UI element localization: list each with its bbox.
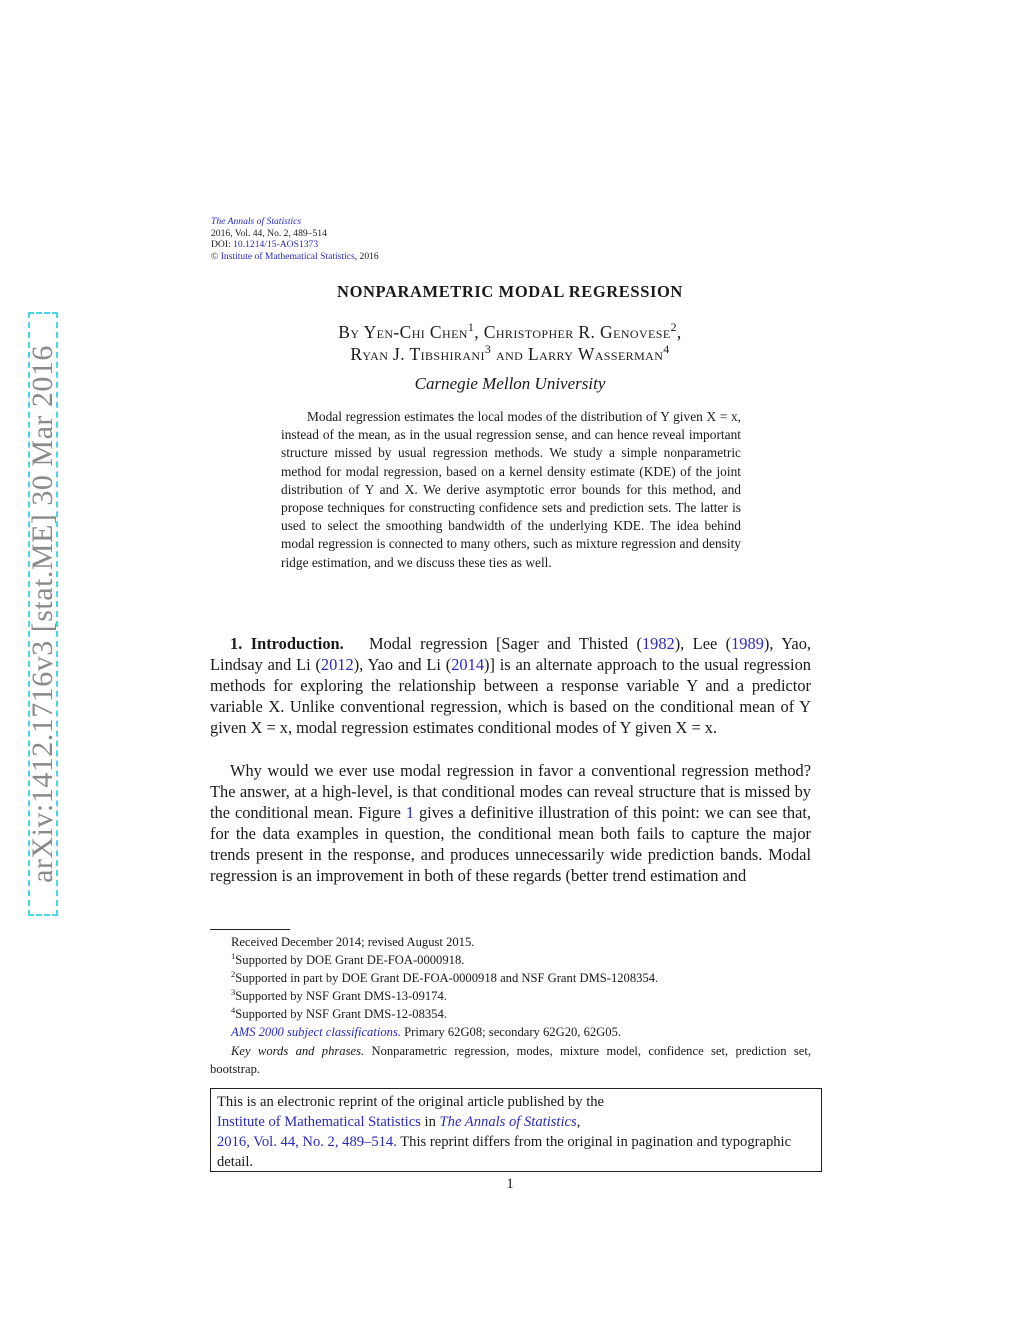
footnote-1-marker: 1 [231, 950, 236, 961]
keywords-text: Nonparametric regression, modes, mixture model, confidence set, prediction set, bootstrap. [210, 1044, 811, 1076]
footnote-3 [210, 987, 811, 1005]
citation-2014[interactable]: 2014 [451, 655, 485, 674]
author-tibshirani-sup: 3 [484, 342, 492, 357]
author-chen-sup: 1 [467, 320, 475, 335]
footnote-4-marker: 4 [231, 1004, 236, 1015]
why-paragraph [210, 760, 811, 886]
journal-name-link[interactable]: The Annals of Statistics [211, 216, 302, 227]
affiliation: Carnegie Mellon University [414, 374, 606, 393]
author-wasserman-sup: 4 [663, 342, 670, 357]
ams-classification-text: Primary 62G08; secondary 62G20, 62G05. [401, 1025, 622, 1039]
intro-text-3: ), Yao, Lindsay and Li ( [210, 634, 812, 674]
citation-2012[interactable]: 2012 [320, 655, 354, 674]
why-text-2: gives a definitive illustration of this point: we can see that, for the data examples in question, the conditional mean both fails to capture the major trends present in the response, and produces unnecessarily wide prediction bands. Modal regression is an improvement in both of these regards (better trend estimation and [210, 803, 811, 885]
journal-copyright [211, 251, 379, 263]
footnote-2-text: Supported in part by DOE Grant DE-FOA-0000918 and NSF Grant DMS-1208354. [235, 971, 659, 985]
abstract: Modal regression estimates the local modes of the distribution of Y given X = x, instead of the mean, as in the usual regression sense, and can hence reveal important structure missed by usual regression methods. We study a simple nonparametric method for modal regression, based on a kernel density estimate (KDE) of the joint distribution of Y and X. We derive asymptotic error bounds for this method, and propose techniques for constructing confidence sets and prediction sets. The latter is used to select the smoothing bandwidth of the underlying KDE. The idea behind modal regression is connected to many others, such as mixture regression and density ridge estimation, and we discuss these ties as well. [281, 409, 741, 570]
ims-link[interactable]: Institute of Mathematical Statistics [217, 1114, 421, 1130]
arxiv-stamp [28, 312, 58, 916]
volume-link[interactable]: 2016, Vol. 44, No. 2, 489–514. [217, 1134, 397, 1150]
copyright-year: , 2016 [354, 251, 379, 262]
section-heading: 1. Introduction. [230, 634, 344, 653]
citation-1982[interactable]: 1982 [641, 634, 675, 653]
why-text-1: Why would we ever use modal regression in favor a conventional regression method? The answer, at a high-level, is that conditional modes can reveal structure that is missed by the conditional mean. Figure [210, 761, 811, 822]
footnote-received: Received December 2014; revised August 2015. [231, 935, 475, 949]
footnote-4-text: Supported by NSF Grant DMS-12-08354. [235, 1007, 447, 1021]
footnote-4 [210, 1005, 811, 1023]
intro-text-4: ), Yao and Li ( [353, 655, 452, 674]
footnote-ams [210, 1023, 811, 1041]
author-wasserman: Larry Wasserman [528, 344, 664, 364]
intro-text-1: Modal regression [Sager and Thisted ( [368, 634, 642, 653]
footnote-3-marker: 3 [231, 986, 236, 997]
annals-link[interactable]: The Annals of Statistics [439, 1114, 577, 1130]
footnote-1-text: Supported by DOE Grant DE-FOA-0000918. [235, 953, 465, 967]
footnote-1 [210, 951, 811, 969]
authors-line-2 [210, 344, 810, 365]
intro-paragraph [210, 633, 811, 738]
author-genovese: Christopher R. Genovese [483, 322, 671, 342]
by-label: By [338, 322, 360, 342]
citation-1989[interactable]: 1989 [731, 634, 764, 653]
footnote-2 [210, 969, 811, 987]
copyright-icon: © [211, 251, 219, 262]
page-number: 1 [506, 1176, 514, 1192]
author-sep: , [474, 322, 480, 342]
journal-doi [211, 239, 318, 251]
reprint-text-1: This is an electronic reprint of the original article published by the [217, 1094, 605, 1110]
journal-volume: 2016, Vol. 44, No. 2, 489–514 [211, 228, 327, 239]
figure-1-link[interactable]: 1 [405, 803, 415, 822]
authors-line-1 [210, 322, 810, 343]
keywords-label: Key words and phrases. [231, 1044, 365, 1058]
reprint-comma: , [576, 1114, 581, 1130]
footnote-2-marker: 2 [231, 968, 236, 979]
intro-text-2: ), Lee ( [674, 634, 732, 653]
footnote-rule [210, 929, 290, 930]
doi-link[interactable]: 10.1214/15-AOS1373 [233, 239, 319, 250]
doi-label: DOI: [211, 239, 231, 250]
arxiv-identifier: arXiv:1412.1716v3 [stat.ME] 30 Mar 2016 [26, 345, 59, 883]
author-genovese-sup: 2 [670, 320, 677, 335]
footnote-keywords [210, 1042, 811, 1078]
reprint-notice-box [210, 1088, 822, 1172]
author-tibshirani: Ryan J. Tibshirani [350, 344, 485, 364]
author-sep: , [676, 322, 682, 342]
ams-classification-link[interactable]: AMS 2000 subject classifications. [231, 1025, 401, 1039]
reprint-text-2: This reprint differs from the original in pagination and typographic detail. [217, 1134, 792, 1170]
publisher-link[interactable]: Institute of Mathematical Statistics [220, 251, 355, 262]
paper-title: NONPARAMETRIC MODAL REGRESSION [337, 282, 683, 301]
footnote-3-text: Supported by NSF Grant DMS-13-09174. [235, 989, 447, 1003]
intro-text-5: )] is an alternate approach to the usual regression methods for exploring the relationship between a response variable Y and a predictor variable X. Unlike conventional regression, which is based on the conditional mean of Y given X = x, modal regression estimates conditional modes of Y given X = x. [210, 655, 811, 737]
reprint-in: in [420, 1114, 440, 1130]
author-chen: Yen-Chi Chen [363, 322, 468, 342]
and-label: and [496, 344, 524, 364]
